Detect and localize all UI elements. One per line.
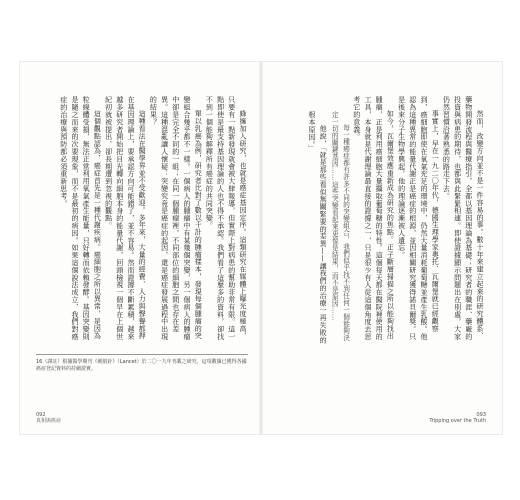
book-spread	[20, 62, 502, 434]
left-paragraph-1: 蜂擁加入研究，也就是癌症基因定序。這類研究在媒體上曝光度極高，只要有一點新發現就會被大肆報導，但實際上對病患的幫助非常有限。這一點即使是最支持基因理論的人也不得不承認。我們看了這麼多的資料，卻找不到一個能夠解釋所有癌症的共同突變。	[205, 96, 247, 341]
left-folio	[36, 412, 61, 425]
right-paragraph-2: 事實上，早在一九二〇年代，德國生理學家奧托．瓦爾堡就已經觀察到，癌細胞即使在氧氣充足的環境中，仍然大量消耗葡萄糖並產生乳酸。他認為這種異常的能量代謝正是癌症的根源，並因相關研究獲得諾貝爾獎。只是後來分子生物學興起，他的理論逐漸被人遺忘。	[397, 96, 440, 341]
left-page	[20, 62, 261, 434]
left-paragraph-4: 這個觀點認為，癌症首先是一種代謝疾病。癌細胞之所以異常，是因為粒線體受損，無法正常利用氧氣產生能量，只好轉而依賴發酵。基因突變則是隨之而來的次要現象，而不是最初的病因。如果這個說法成立，我們對癌症的治療與預防都必須重新思考，	[59, 96, 102, 341]
left-body-text	[36, 96, 248, 346]
right-paragraph-3: 如今，瓦爾堡效應重新成為研究的焦點。正子斷層掃描之所以能夠找出腫瘤，正是利用癌細胞大量攝取葡萄糖的特性。這個每天都在醫院裡使用的工具，本身就是代謝理論最直接的證據之一，只是很少有人從這個角度去思考它的意義。	[352, 96, 395, 341]
block-quote: 每一種癌症都有許多不同的突變組合，我們似乎找不到任何一個能夠決定一切的關鍵基因……這些突變看起來更像是結果，而不是原因……	[330, 110, 350, 341]
footnote: 16（譯註）根據醫學期刊《刺胳針》（Lancet）於二〇一九年刊載之研究，這項數據已獲得各國癌症登記資料的持續證實。	[36, 359, 247, 373]
left-paragraph-2: 單以乳癌為例，研究者比對了數以千計的腫瘤樣本，發現每個腫瘤的突變組合幾乎都不一樣。一個病人的腫瘤中有某幾個突變，另一個病人的腫瘤中卻是完全不同的一組；在同一個腫瘤裡，不同部位的細胞之間也存在差異。這種混亂讓人懷疑：突變究竟是癌症的起因，還是癌症發展過程中出現的結果？	[149, 96, 203, 341]
right-running-head: Tripping over the Truth	[429, 418, 486, 425]
right-paragraph-1: 然而，改變方向並不是一件容易的事。數十年來建立起來的研究體系、藥物開發流程與醫療指引，全都以基因理論為基礎；研究者的職涯、藥廠的投資與病患的期待，也都與此緊緊相連。即使證據顯示問題出在別處，大家仍然習慣沿著熟悉的路走下去。	[442, 96, 484, 341]
closing-paragraph: 他說，「就是那些看似無關緊要的差異——讓我們的治療一再失敗的根本原因。」	[307, 111, 328, 344]
right-page-number: 093	[476, 412, 486, 418]
left-paragraph-3: 這種看法在醫學界並不受歡迎。多年來，大量的經費、人力與聲譽都押在基因理論上，要承認方向可能錯了，並不容易。然而證據不斷累積，越來越多研究者開始把目光轉向細胞本身的能量代謝，回頭檢視一個早在上個世紀初就被提出、卻長期遭到忽視的觀點。	[104, 96, 147, 341]
right-page	[261, 62, 502, 434]
left-page-number: 092	[36, 412, 46, 418]
footnote-divider	[36, 354, 248, 355]
left-running-head: 真相與癌症	[36, 418, 62, 425]
right-folio	[429, 412, 486, 425]
right-body-text	[279, 96, 485, 346]
